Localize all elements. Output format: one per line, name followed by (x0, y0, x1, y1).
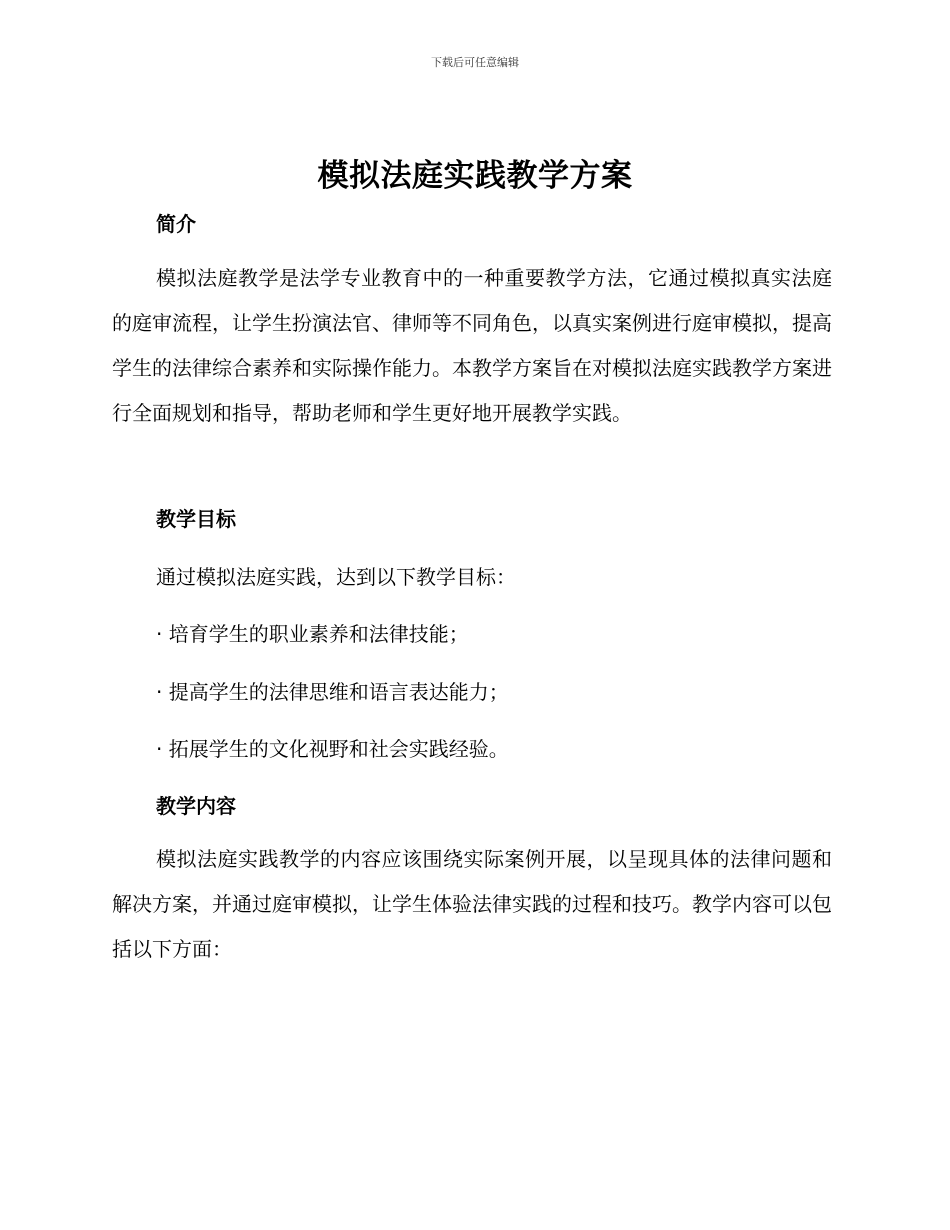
intro-paragraph: 模拟法庭教学是法学专业教育中的一种重要教学方法，它通过模拟真实法庭的庭审流程，让学生扮演法官、律师等不同角色，以真实案例进行庭审模拟，提高学生的法律综合素养和实际操作能力。本教学方案旨在对模拟法庭实践教学方案进行全面规划和指导，帮助老师和学生更好地开展教学实践。 (112, 266, 832, 425)
goal-item: · 培育学生的职业素养和法律技能； (156, 622, 469, 646)
goal-item: · 提高学生的法律思维和语言表达能力； (156, 680, 509, 704)
content-paragraph: 模拟法庭实践教学的内容应该围绕实际案例开展，以呈现具体的法律问题和解决方案，并通过庭审模拟，让学生体验法律实践的过程和技巧。教学内容可以包括以下方面： (112, 847, 832, 961)
document-title: 模拟法庭实践教学方案 (317, 158, 633, 194)
section-heading-content: 教学内容 (156, 794, 236, 818)
goal-item: · 拓展学生的文化视野和社会实践经验。 (156, 737, 509, 761)
section-heading-intro: 简介 (156, 212, 196, 236)
section-heading-goals: 教学目标 (156, 507, 236, 531)
goals-lead: 通过模拟法庭实践，达到以下教学目标： (156, 565, 516, 589)
header-note: 下载后可任意编辑 (431, 56, 519, 69)
